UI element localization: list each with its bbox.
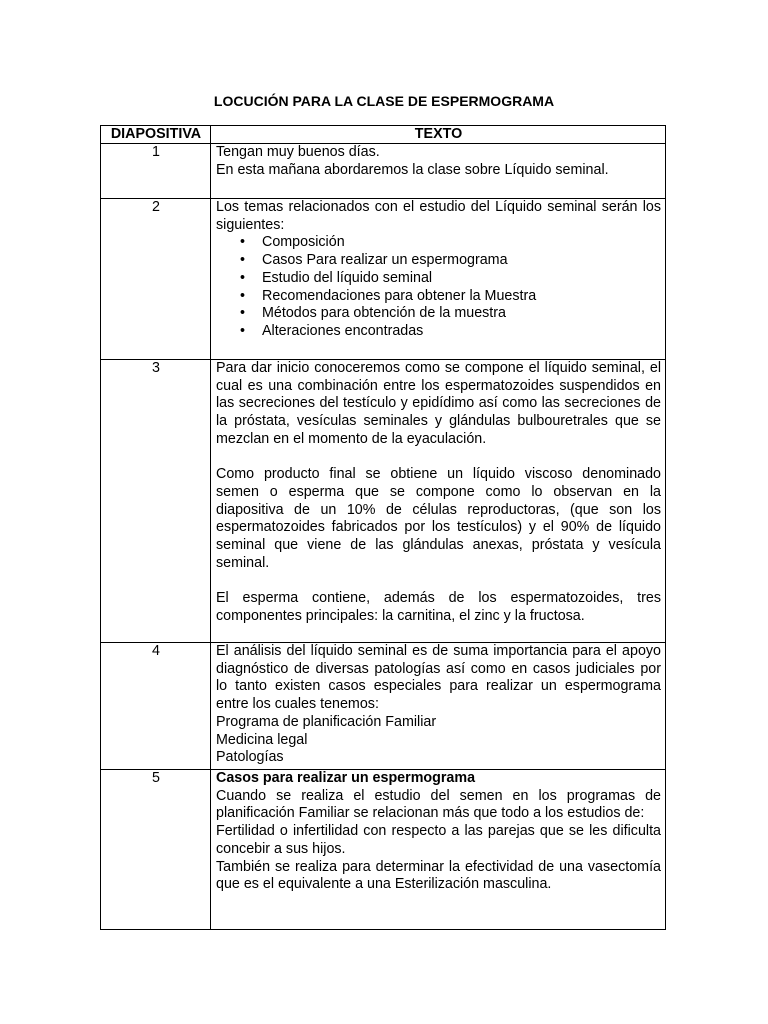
list-item: • Composición — [240, 234, 345, 251]
text-paragraph: Los temas relacionados con el estudio del Líquido seminal serán los siguientes: — [216, 199, 661, 233]
topic-list — [216, 234, 661, 340]
slide-text — [211, 643, 666, 770]
slide-text — [211, 199, 666, 360]
bullet-icon: • — [240, 287, 246, 304]
text-line: Programa de planificación Familiar — [216, 713, 437, 730]
text-paragraph: Como producto final se obtiene un líquido viscoso denominado semen o esperma que se compone como lo observan en la diapositiva de un 10% de células reproductoras, (que son los espermatozoides fabricados por los testículos) y el 90% de líquido seminal que viene de las glándulas anexas, próstata y vesícula seminal. — [216, 466, 661, 571]
text-line: Tengan muy buenos días. — [216, 144, 380, 160]
header-texto: TEXTO — [211, 126, 666, 144]
list-item: • Estudio del líquido seminal — [240, 269, 433, 286]
text-line: Medicina legal — [216, 731, 308, 748]
text-paragraph: Cuando se realiza el estudio del semen en los programas de planificación Familiar se relacionan más que todo a los estudios de: — [216, 787, 661, 822]
bullet-icon: • — [240, 305, 246, 322]
section-subheading: Casos para realizar un espermograma — [216, 770, 476, 786]
text-paragraph: Para dar inicio conoceremos como se compone el líquido seminal, el cual es una combinación entre los espermatozoides suspendidos en las secreciones del testículo y epidídimo así como las secreciones de la próstata, vesículas seminales y glándulas bulbouretrales que se mezclan en el momento de la eyaculación. — [216, 360, 661, 447]
table-row — [101, 360, 666, 643]
slide-text — [211, 144, 666, 199]
text-paragraph: El análisis del líquido seminal es de suma importancia para el apoyo diagnóstico de diversas patologías así como en casos judiciales por lo tanto existen casos especiales para realizar un espermograma entre los cuales tenemos: — [216, 643, 661, 713]
list-item: • Alteraciones encontradas — [240, 322, 424, 339]
slide-number: 3 — [101, 360, 211, 643]
table-row — [101, 199, 666, 360]
text-line: En esta mañana abordaremos la clase sobre Líquido seminal. — [216, 161, 609, 178]
table-header-row — [101, 126, 666, 144]
bullet-icon: • — [240, 252, 246, 269]
slide-number: 2 — [101, 199, 211, 360]
slide-text — [211, 360, 666, 643]
list-item: • Recomendaciones para obtener la Muestra — [240, 287, 537, 304]
slide-number: 1 — [101, 144, 211, 199]
table-row — [101, 144, 666, 199]
slide-number: 4 — [101, 643, 211, 770]
list-item: • Métodos para obtención de la muestra — [240, 305, 506, 322]
bullet-icon: • — [240, 269, 246, 286]
bullet-icon: • — [240, 234, 246, 251]
list-item: • Casos Para realizar un espermograma — [240, 252, 508, 269]
locucion-table — [100, 125, 666, 930]
slide-text — [211, 770, 666, 930]
text-line: Patologías — [216, 749, 284, 766]
table-row — [101, 643, 666, 770]
text-paragraph: El esperma contiene, además de los espermatozoides, tres componentes principales: la carnitina, el zinc y la fructosa. — [216, 590, 661, 624]
text-paragraph: También se realiza para determinar la efectividad de una vasectomía que es el equivalente a una Esterilización masculina. — [216, 858, 661, 893]
page-title: LOCUCIÓN PARA LA CLASE DE ESPERMOGRAMA — [213, 93, 555, 109]
header-diapositiva: DIAPOSITIVA — [101, 126, 211, 144]
slide-number: 5 — [101, 770, 211, 930]
text-paragraph: Fertilidad o infertilidad con respecto a las parejas que se les dificulta concebir a sus hijos. — [216, 823, 661, 857]
bullet-icon: • — [240, 322, 246, 339]
table-row — [101, 770, 666, 930]
